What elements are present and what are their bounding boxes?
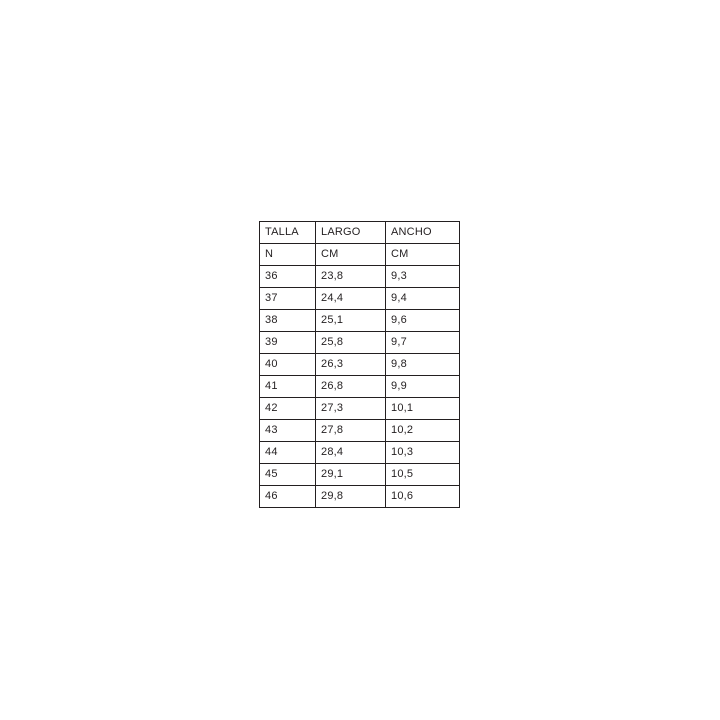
unit-largo: CM [316,244,386,266]
table-header [260,222,460,244]
cell-ancho: 9,3 [386,266,460,288]
cell-ancho: 9,4 [386,288,460,310]
cell-largo: 27,3 [316,398,386,420]
table-row [260,266,460,288]
cell-ancho: 9,6 [386,310,460,332]
cell-largo: 24,4 [316,288,386,310]
cell-largo: 25,8 [316,332,386,354]
table-body [260,244,460,508]
table-row [260,420,460,442]
size-chart-table [259,221,460,508]
cell-largo: 26,8 [316,376,386,398]
cell-talla: 39 [260,332,316,354]
cell-talla: 38 [260,310,316,332]
column-header-talla: TALLA [260,222,316,244]
table-row [260,442,460,464]
table-row [260,288,460,310]
table-units-row [260,244,460,266]
cell-ancho: 10,2 [386,420,460,442]
cell-talla: 46 [260,486,316,508]
table-row [260,376,460,398]
size-chart-table-container [259,221,459,508]
table-row [260,354,460,376]
cell-talla: 36 [260,266,316,288]
table-row [260,464,460,486]
cell-talla: 41 [260,376,316,398]
cell-talla: 37 [260,288,316,310]
cell-ancho: 10,1 [386,398,460,420]
cell-largo: 29,8 [316,486,386,508]
column-header-ancho: ANCHO [386,222,460,244]
cell-ancho: 9,8 [386,354,460,376]
cell-largo: 28,4 [316,442,386,464]
cell-ancho: 10,3 [386,442,460,464]
cell-ancho: 10,5 [386,464,460,486]
cell-ancho: 9,9 [386,376,460,398]
column-header-largo: LARGO [316,222,386,244]
cell-talla: 43 [260,420,316,442]
cell-talla: 45 [260,464,316,486]
cell-largo: 29,1 [316,464,386,486]
cell-ancho: 9,7 [386,332,460,354]
unit-ancho: CM [386,244,460,266]
cell-largo: 25,1 [316,310,386,332]
cell-largo: 23,8 [316,266,386,288]
cell-largo: 26,3 [316,354,386,376]
cell-talla: 44 [260,442,316,464]
cell-largo: 27,8 [316,420,386,442]
cell-ancho: 10,6 [386,486,460,508]
table-row [260,310,460,332]
table-row [260,486,460,508]
table-header-row [260,222,460,244]
cell-talla: 42 [260,398,316,420]
table-row [260,398,460,420]
cell-talla: 40 [260,354,316,376]
unit-talla: N [260,244,316,266]
table-row [260,332,460,354]
